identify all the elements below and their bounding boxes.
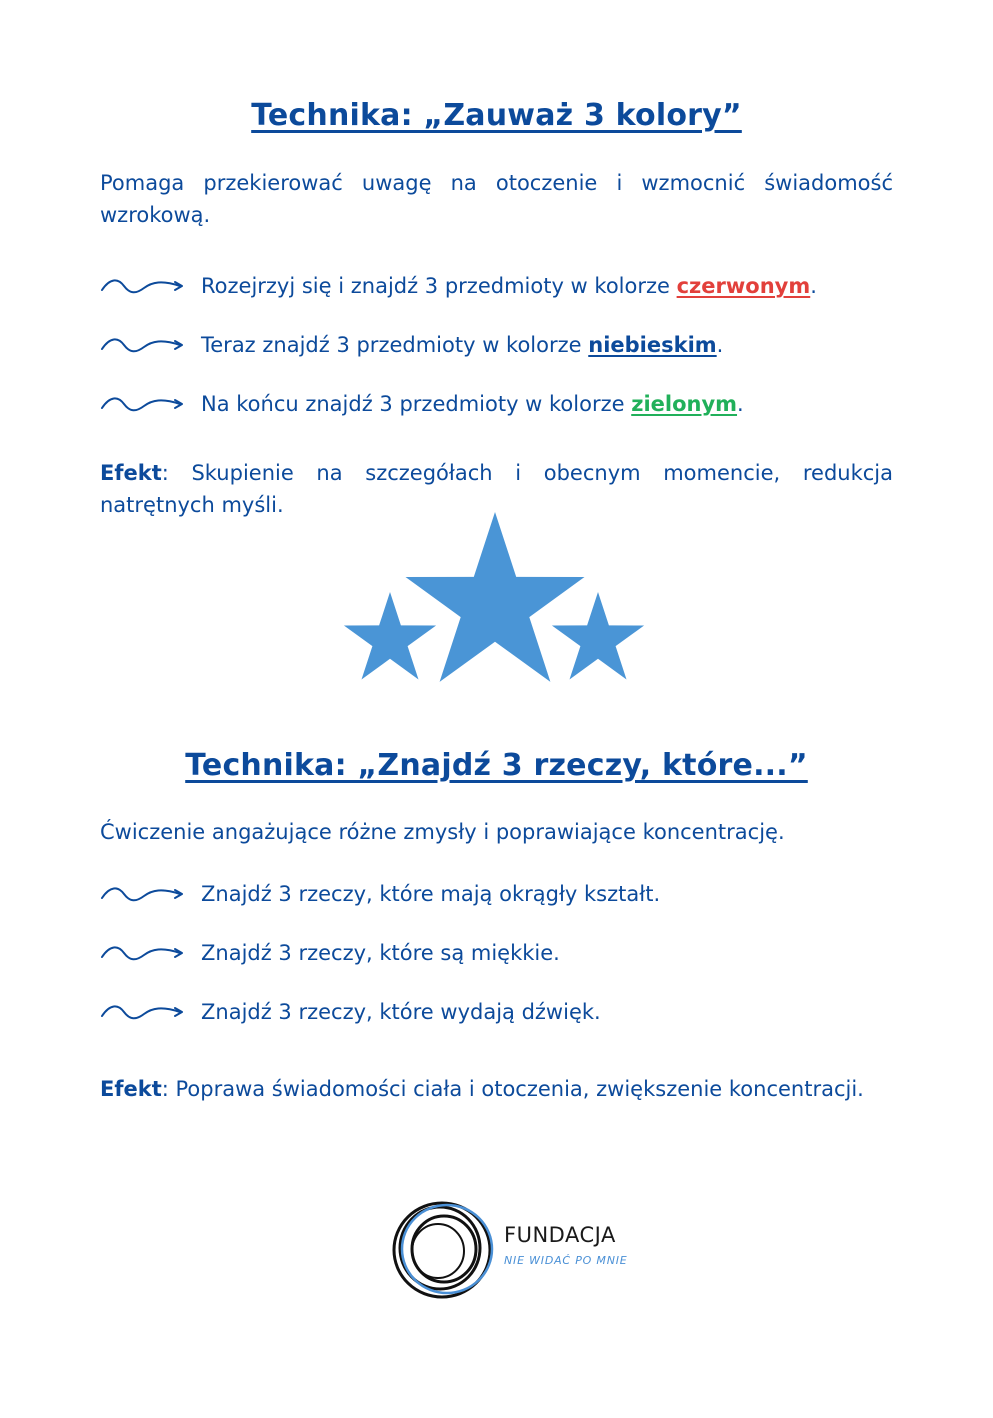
star-icon — [344, 592, 436, 680]
item-text: Teraz znajdź 3 przedmioty w kolorze — [201, 333, 589, 357]
list-item — [100, 328, 900, 362]
highlight-green: zielonym — [631, 392, 738, 416]
effect-text: : Poprawa świadomości ciała i otoczenia, zwiększenie koncentracji. — [161, 1077, 864, 1101]
wavy-arrow-icon — [100, 335, 186, 355]
wavy-arrow-icon — [100, 1002, 186, 1022]
star-icon — [406, 512, 585, 682]
wavy-arrow-icon — [100, 884, 186, 904]
effect-label: Efekt — [100, 1077, 162, 1101]
item-text: Znajdź 3 rzeczy, które mają okrągły kształt. — [201, 882, 661, 906]
logo-name: FUNDACJA — [504, 1223, 616, 1247]
section2-intro: Ćwiczenie angażujące różne zmysły i poprawiające koncentrację. — [100, 820, 785, 844]
wavy-arrow-icon — [100, 943, 186, 963]
stars-decoration — [340, 510, 650, 685]
section1-title: Technika: „Zauważ 3 kolory” — [251, 98, 742, 133]
list-item — [100, 877, 900, 911]
item-suffix: . — [716, 333, 724, 357]
wavy-arrow-icon — [100, 394, 186, 414]
list-item — [100, 387, 900, 421]
logo-circles-icon — [390, 1195, 498, 1303]
item-suffix: . — [737, 392, 744, 416]
item-text: Rozejrzyj się i znajdź 3 przedmioty w kolorze — [201, 274, 677, 298]
effect-label: Efekt — [100, 461, 162, 485]
highlight-blue: niebieskim — [588, 333, 717, 357]
list-item — [100, 995, 900, 1029]
item-suffix: . — [810, 274, 817, 298]
list-item — [100, 936, 900, 970]
section2-title: Technika: „Znajdź 3 rzeczy, które...” — [185, 748, 808, 783]
effect-text: : Skupienie na szczegółach i obecnym momencie, redukcja natrętnych myśli. — [100, 461, 893, 517]
item-text: Znajdź 3 rzeczy, które są miękkie. — [201, 941, 560, 965]
foundation-logo — [390, 1195, 640, 1305]
highlight-red: czerwonym — [676, 274, 811, 298]
section2-effect — [100, 1073, 893, 1105]
wavy-arrow-icon — [100, 276, 186, 296]
item-text: Na końcu znajdź 3 przedmioty w kolorze — [201, 392, 632, 416]
star-icon — [552, 592, 644, 680]
section1-intro: Pomaga przekierować uwagę na otoczenie i wzmocnić świadomość wzrokową. — [100, 171, 893, 227]
list-item — [100, 269, 900, 303]
item-text: Znajdź 3 rzeczy, które wydają dźwięk. — [201, 1000, 601, 1024]
logo-tagline: NIE WIDAĆ PO MNIE — [504, 1254, 628, 1267]
